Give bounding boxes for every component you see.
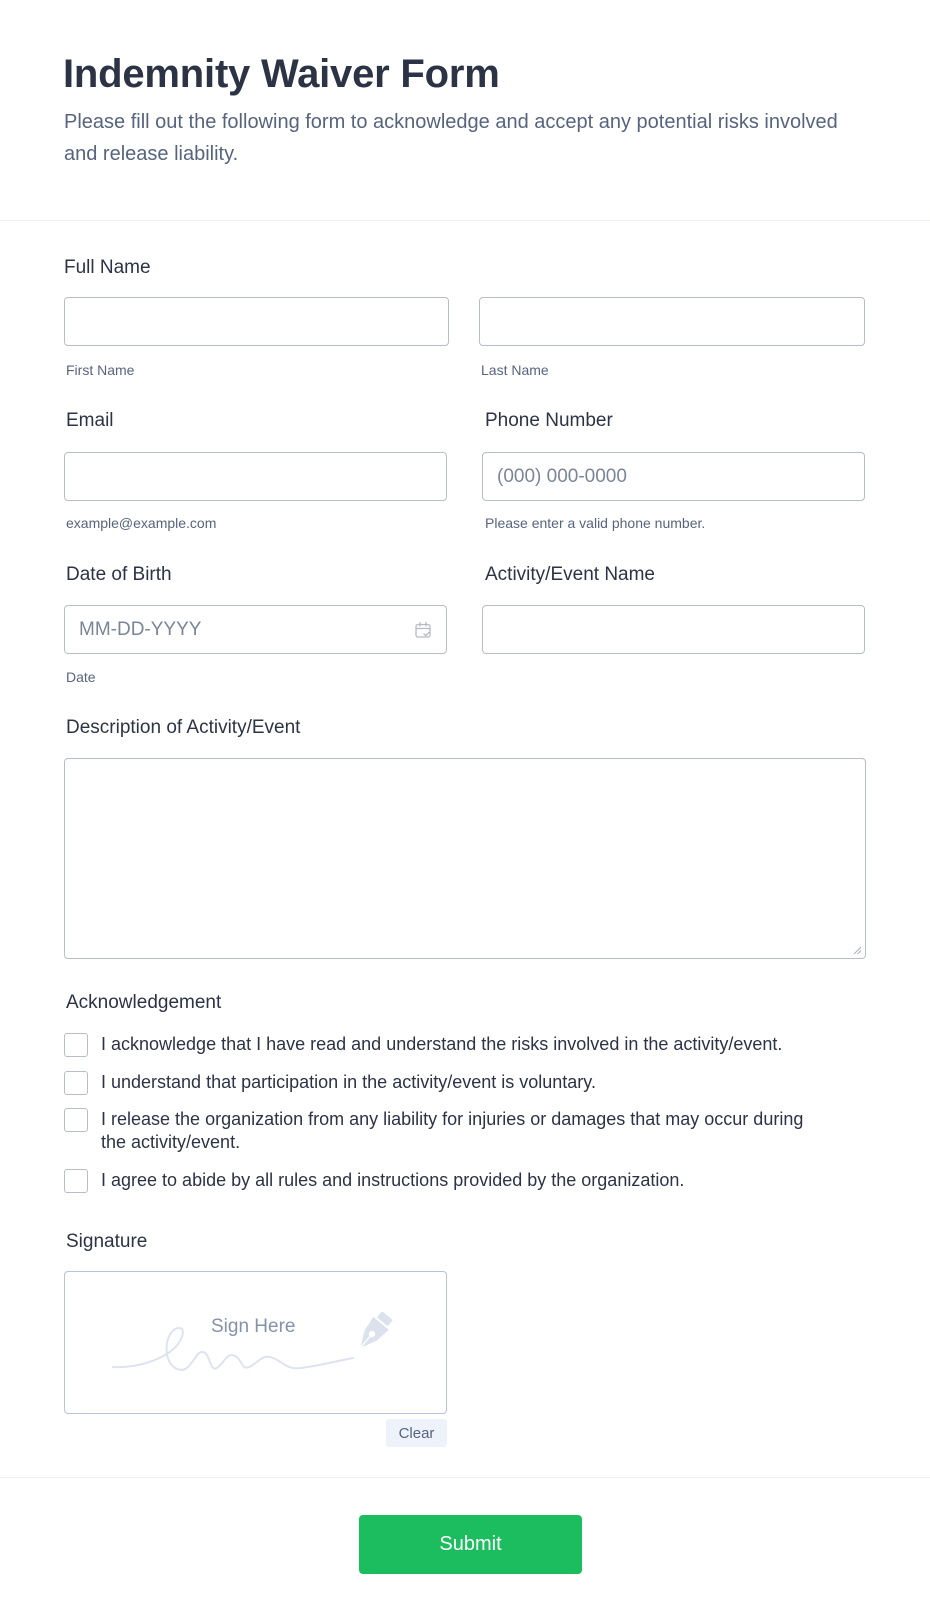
description-label: Description of Activity/Event: [66, 717, 301, 738]
signature-label: Signature: [66, 1231, 148, 1252]
acknowledgement-text-4: I agree to abide by all rules and instructions provided by the organization.: [101, 1170, 685, 1190]
acknowledgement-checkbox-2[interactable]: [64, 1071, 88, 1095]
acknowledgement-checkbox-3[interactable]: [64, 1108, 88, 1132]
acknowledgement-item-3[interactable]: [64, 1108, 821, 1154]
dob-input[interactable]: [64, 605, 447, 654]
full-name-label: Full Name: [64, 257, 151, 278]
page-subtitle: Please fill out the following form to acknowledge and accept any potential risks involved and release liability.: [64, 111, 838, 165]
email-sublabel: example@example.com: [66, 515, 217, 531]
phone-input[interactable]: [482, 452, 865, 501]
signature-placeholder: Sign Here: [211, 1316, 296, 1337]
last-name-input[interactable]: [479, 297, 865, 346]
clear-signature-button[interactable]: Clear: [386, 1419, 447, 1447]
acknowledgement-item-4[interactable]: [64, 1169, 861, 1193]
form-header: [0, 0, 930, 221]
footer-divider: [0, 1477, 930, 1478]
acknowledgement-label: Acknowledgement: [66, 992, 222, 1013]
signature-pad[interactable]: [64, 1271, 447, 1414]
calendar-icon[interactable]: [414, 621, 432, 639]
acknowledgement-checkbox-1[interactable]: [64, 1033, 88, 1057]
description-textarea[interactable]: [64, 758, 866, 959]
email-input[interactable]: [64, 452, 447, 501]
acknowledgement-text-3: I release the organization from any liability for injuries or damages that may occur during the activity/event.: [101, 1109, 804, 1152]
acknowledgement-item-1[interactable]: [64, 1033, 861, 1057]
last-name-sublabel: Last Name: [481, 362, 549, 378]
phone-label: Phone Number: [485, 410, 613, 431]
acknowledgement-text-2: I understand that participation in the activity/event is voluntary.: [101, 1072, 596, 1092]
first-name-sublabel: First Name: [66, 362, 135, 378]
dob-placeholder: MM-DD-YYYY: [79, 618, 202, 640]
email-label: Email: [66, 410, 114, 431]
acknowledgement-item-2[interactable]: [64, 1071, 861, 1095]
activity-name-label: Activity/Event Name: [485, 564, 655, 585]
first-name-input[interactable]: [64, 297, 449, 346]
dob-label: Date of Birth: [66, 564, 172, 585]
dob-sublabel: Date: [66, 669, 96, 685]
resize-grip-icon[interactable]: [852, 945, 862, 955]
page-title: Indemnity Waiver Form: [63, 52, 500, 96]
activity-name-input[interactable]: [482, 605, 865, 654]
phone-placeholder: (000) 000-0000: [497, 465, 627, 487]
submit-button[interactable]: Submit: [359, 1515, 582, 1574]
phone-sublabel: Please enter a valid phone number.: [485, 515, 706, 531]
acknowledgement-text-1: I acknowledge that I have read and understand the risks involved in the activity/event.: [101, 1034, 783, 1054]
acknowledgement-checkbox-4[interactable]: [64, 1169, 88, 1193]
pen-nib-icon: [348, 1312, 396, 1356]
